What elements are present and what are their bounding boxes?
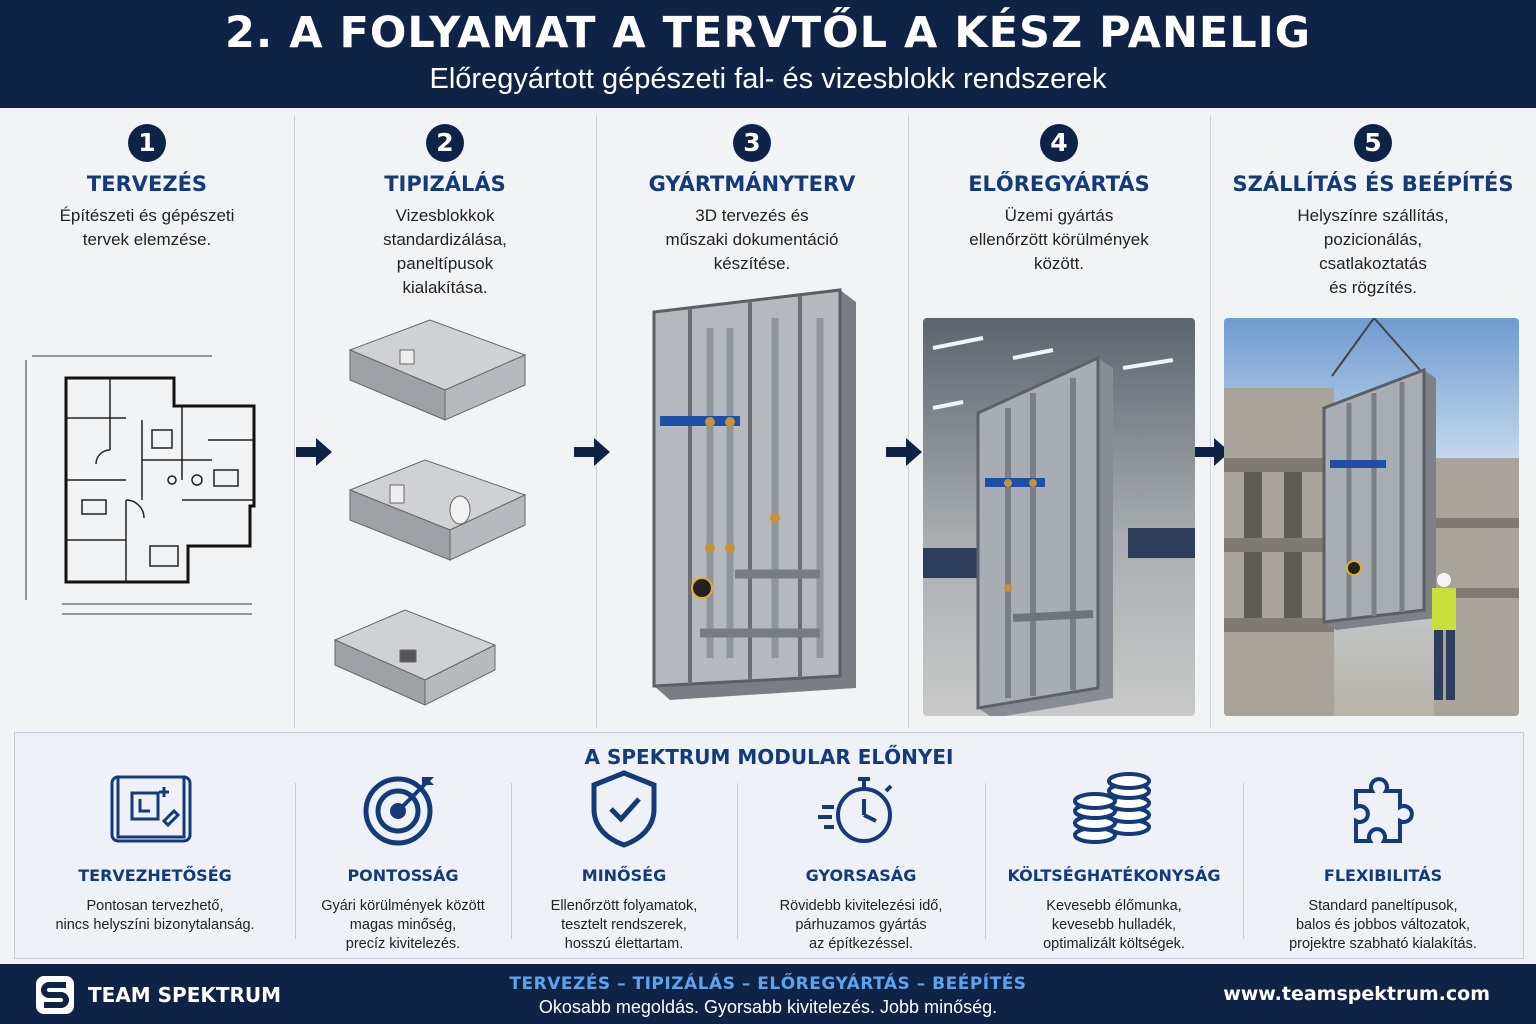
shield-check-icon	[579, 769, 669, 849]
benefit-title: FLEXIBILITÁS	[1323, 866, 1443, 885]
benefit-planning	[15, 769, 295, 935]
step-title: SZÁLLÍTÁS ÉS BEÉPÍTÉS	[1232, 172, 1514, 196]
step-5	[1210, 110, 1536, 300]
benefit-flexibility	[1243, 769, 1523, 954]
step-title: TERVEZÉS	[86, 172, 208, 196]
benefit-description: Kevesebb élőmunka, kevesebb hulladék, optimalizált költségek.	[1043, 898, 1185, 952]
benefit-speed	[737, 769, 985, 954]
footer-slogan: Okosabb megoldás. Gyorsabb kivitelezés. Jobb minőség.	[538, 997, 998, 1017]
prefab-panel-image	[640, 288, 870, 700]
step-description: Helyszínre szállítás, pozicionálás, csatlakoztatás és rögzítés.	[1297, 206, 1449, 297]
arrow-right-icon	[294, 434, 334, 470]
benefit-description: Pontosan tervezhető, nincs helyszíni bizonytalanság.	[55, 898, 255, 933]
coins-icon	[1069, 769, 1159, 849]
step-2	[294, 110, 596, 300]
step-3	[596, 110, 908, 276]
step-1	[0, 110, 294, 252]
brand-name: TEAM SPEKTRUM	[88, 983, 282, 1007]
benefit-title: KÖLTSÉGHATÉKONYSÁG	[1007, 866, 1221, 885]
header-banner	[0, 0, 1536, 108]
step-title: TIPIZÁLÁS	[384, 172, 506, 196]
benefits-title: A SPEKTRUM MODULAR ELŐNYEI	[584, 745, 954, 769]
installation-photo	[1224, 318, 1519, 716]
benefit-quality	[511, 769, 737, 954]
floor-plan-image	[22, 350, 262, 620]
step-number: 5	[1354, 124, 1392, 162]
step-description: Üzemi gyártás ellenőrzött körülmények között.	[969, 206, 1149, 273]
arrow-right-icon	[572, 434, 612, 470]
step-title: GYÁRTMÁNYTERV	[648, 172, 856, 196]
step-number: 4	[1040, 124, 1078, 162]
benefit-cost-efficiency	[985, 769, 1243, 954]
step-number: 1	[128, 124, 166, 162]
footer	[0, 964, 1536, 1024]
page-subtitle: Előregyártott gépészeti fal- és vizesblokk rendszerek	[429, 63, 1107, 95]
stopwatch-icon	[816, 769, 906, 849]
bathroom-modules-image	[330, 310, 545, 710]
benefit-title: MINŐSÉG	[581, 866, 667, 885]
installation-scene	[1224, 318, 1519, 716]
website-link[interactable]: www.teamspektrum.com	[1223, 983, 1490, 1005]
benefit-title: PONTOSSÁG	[347, 866, 459, 885]
benefit-description: Standard paneltípusok, balos és jobbos változatok, projektre szabható kialakítás.	[1289, 898, 1477, 952]
step-description: Vizesblokkok standardizálása, paneltípusok kialakítása.	[383, 206, 507, 297]
arrow-right-icon	[884, 434, 924, 470]
process-steps	[0, 110, 1536, 728]
target-icon	[358, 769, 448, 849]
step-number: 2	[426, 124, 464, 162]
benefit-title: GYORSASÁG	[805, 866, 917, 885]
benefit-description: Ellenőrzött folyamatok, tesztelt rendszerek, hosszú élettartam.	[550, 898, 698, 952]
step-4	[908, 110, 1210, 276]
benefits-panel	[14, 732, 1524, 959]
step-description: Építészeti és gépészeti tervek elemzése.	[59, 206, 235, 249]
step-title: ELŐREGYÁRTÁS	[968, 172, 1150, 196]
factory-photo	[923, 318, 1195, 716]
footer-tagline: TERVEZÉS – TIPIZÁLÁS – ELŐREGYÁRTÁS – BEÉPÍTÉS	[509, 974, 1027, 994]
benefit-description: Gyári körülmények között magas minőség, precíz kivitelezés.	[321, 898, 485, 952]
step-number: 3	[733, 124, 771, 162]
factory-scene	[923, 318, 1195, 716]
benefit-precision	[295, 769, 511, 954]
benefit-description: Rövidebb kivitelezési idő, párhuzamos gyártás az építkezéssel.	[779, 898, 943, 952]
step-description: 3D tervezés és műszaki dokumentáció készítése.	[665, 206, 839, 273]
page-title: 2. A FOLYAMAT A TERVTŐL A KÉSZ PANELIG	[225, 8, 1311, 58]
puzzle-icon	[1338, 769, 1428, 849]
blueprint-icon	[110, 769, 200, 849]
benefit-title: TERVEZHETŐSÉG	[78, 866, 232, 885]
